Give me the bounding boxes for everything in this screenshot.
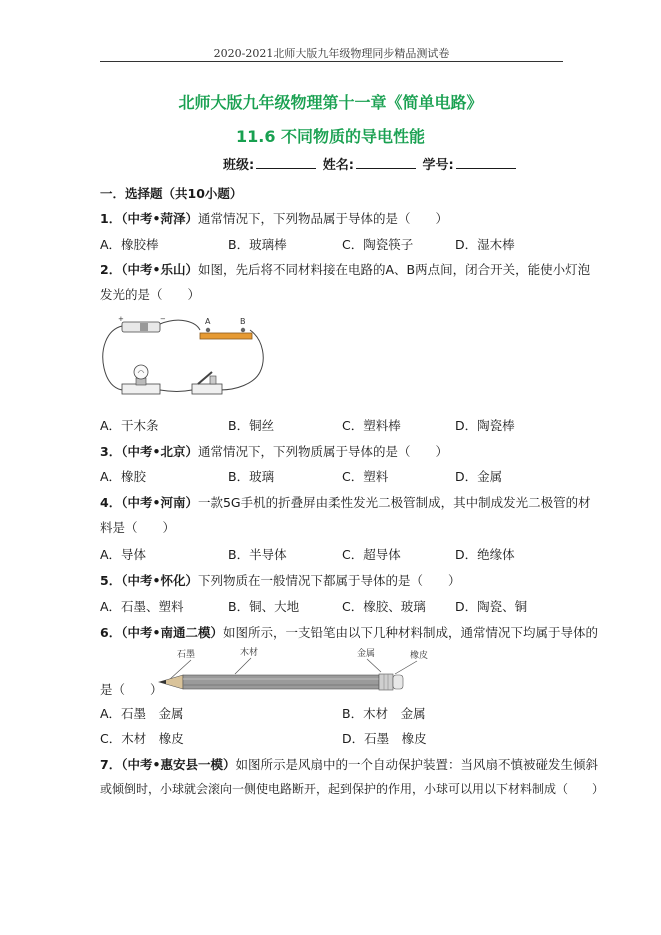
question-number: 6． [100,625,122,640]
wood-label: 木材 [240,648,259,658]
question-number: 4． [100,495,122,510]
question-2-stem-cont: 发光的是（ ） [100,287,201,302]
bulb-icon [122,365,160,394]
q1-option-a[interactable]: A．橡胶棒 [100,237,159,252]
name-blank[interactable] [356,156,416,169]
q5-option-d[interactable]: D．陶瓷、铜 [455,599,528,614]
q5-option-a[interactable]: A．石墨、塑料 [100,599,184,614]
question-source: （中考•河南） [121,495,198,510]
question-number: 1． [100,211,122,226]
class-label: 班级: [223,158,255,173]
question-source: （中考•乐山） [121,262,198,277]
question-2-stem [100,260,590,278]
question-4-stem-cont: 料是（ ） [100,520,176,535]
q2-option-d[interactable]: D．陶瓷棒 [455,418,515,433]
question-text: 通常情况下，下列物质属于导体的是（ ） [197,444,448,459]
terminal-a-label: A [205,317,211,326]
document-subtitle: 11.6 不同物质的导电性能 [235,127,426,146]
terminal-b-label: B [240,317,246,326]
question-source: （中考•菏泽） [121,211,198,226]
question-text: 如图所示是风扇中的一个自动保护装置：当风扇不慎被碰发生倾斜 [235,757,598,772]
question-6-stem [100,623,598,641]
svg-text:−: − [160,315,166,323]
question-text: 一款5G手机的折叠屏由柔性发光二极管制成，其中制成发光二极管的材 [197,495,591,510]
q2-option-a[interactable]: A．干木条 [100,418,159,433]
q6-option-a[interactable]: A．石墨 金属 [100,706,184,721]
document-title: 北师大版九年级物理第十一章《简单电路》 [178,93,483,112]
question-6-stem-cont: 是（ ） [100,682,163,697]
q3-option-d[interactable]: D．金属 [455,469,503,484]
pencil-icon [159,674,403,690]
question-text: 下列物质在一般情况下都属于导体的是（ ） [197,573,461,588]
question-source: （中考•怀化） [121,573,198,588]
q3-option-a[interactable]: A．橡胶 [100,469,147,484]
q1-option-c[interactable]: C．陶瓷筷子 [342,237,414,252]
svg-text:+: + [118,315,124,323]
question-5-stem [100,571,460,589]
question-1-stem [100,209,448,227]
q3-option-c[interactable]: C．塑料 [342,469,389,484]
metal-label: 金属 [357,649,376,659]
q1-option-d[interactable]: D．湿木棒 [455,237,515,252]
question-7-stem-cont: 或倾倒时，小球就会滚向一侧使电路断开，起到保护的作用，小球可以用以下材料制成（ ） [100,782,605,796]
q5-option-c[interactable]: C．橡胶、玻璃 [342,599,426,614]
question-text: 如图所示，一支铅笔由以下几种材料制成，通常情况下均属于导体的 [222,625,598,640]
name-label: 姓名: [322,158,354,173]
question-source: （中考•北京） [121,444,198,459]
test-material-rod [200,317,252,339]
q6-option-c[interactable]: C．木材 橡皮 [100,731,184,746]
question-number: 7． [100,757,122,772]
id-blank[interactable] [456,156,516,169]
section-heading: 一．选择题（共10小题） [100,186,243,201]
q3-option-b[interactable]: B．玻璃 [228,469,275,484]
q4-option-b[interactable]: B．半导体 [228,547,287,562]
question-number: 5． [100,573,122,588]
graphite-label: 石墨 [177,650,196,660]
question-3-stem [100,442,448,460]
q2-option-b[interactable]: B．铜丝 [228,418,275,433]
q6-option-d[interactable]: D．石墨 橡皮 [342,731,427,746]
q4-option-d[interactable]: D．绝缘体 [455,547,515,562]
question-text: 如图，先后将不同材料接在电路的A、B两点间，闭合开关，能使小灯泡 [197,262,591,277]
question-4-stem [100,493,591,511]
id-label: 学号: [422,158,454,173]
student-info-row [223,154,518,173]
question-text: 通常情况下，下列物品属于导体的是（ ） [197,211,448,226]
battery-icon [118,315,166,332]
q6-option-b[interactable]: B．木材 金属 [342,706,426,721]
q2-option-c[interactable]: C．塑料棒 [342,418,401,433]
question-number: 2． [100,262,122,277]
question-source: （中考•惠安县一模） [121,757,236,772]
header-rule [100,61,563,62]
eraser-label: 橡皮 [410,651,429,661]
question-7-stem [100,755,598,773]
question-source: （中考•南通二模） [121,625,223,640]
pencil-diagram [155,644,440,694]
page-header: 2020-2021北师大版九年级物理同步精品测试卷 [213,47,450,60]
q4-option-c[interactable]: C．超导体 [342,547,401,562]
q1-option-b[interactable]: B．玻璃棒 [228,237,287,252]
switch-icon [192,372,222,394]
q5-option-b[interactable]: B．铜、大地 [228,599,300,614]
class-blank[interactable] [256,156,316,169]
question-number: 3． [100,444,122,459]
q4-option-a[interactable]: A．导体 [100,547,147,562]
circuit-diagram [100,312,270,404]
